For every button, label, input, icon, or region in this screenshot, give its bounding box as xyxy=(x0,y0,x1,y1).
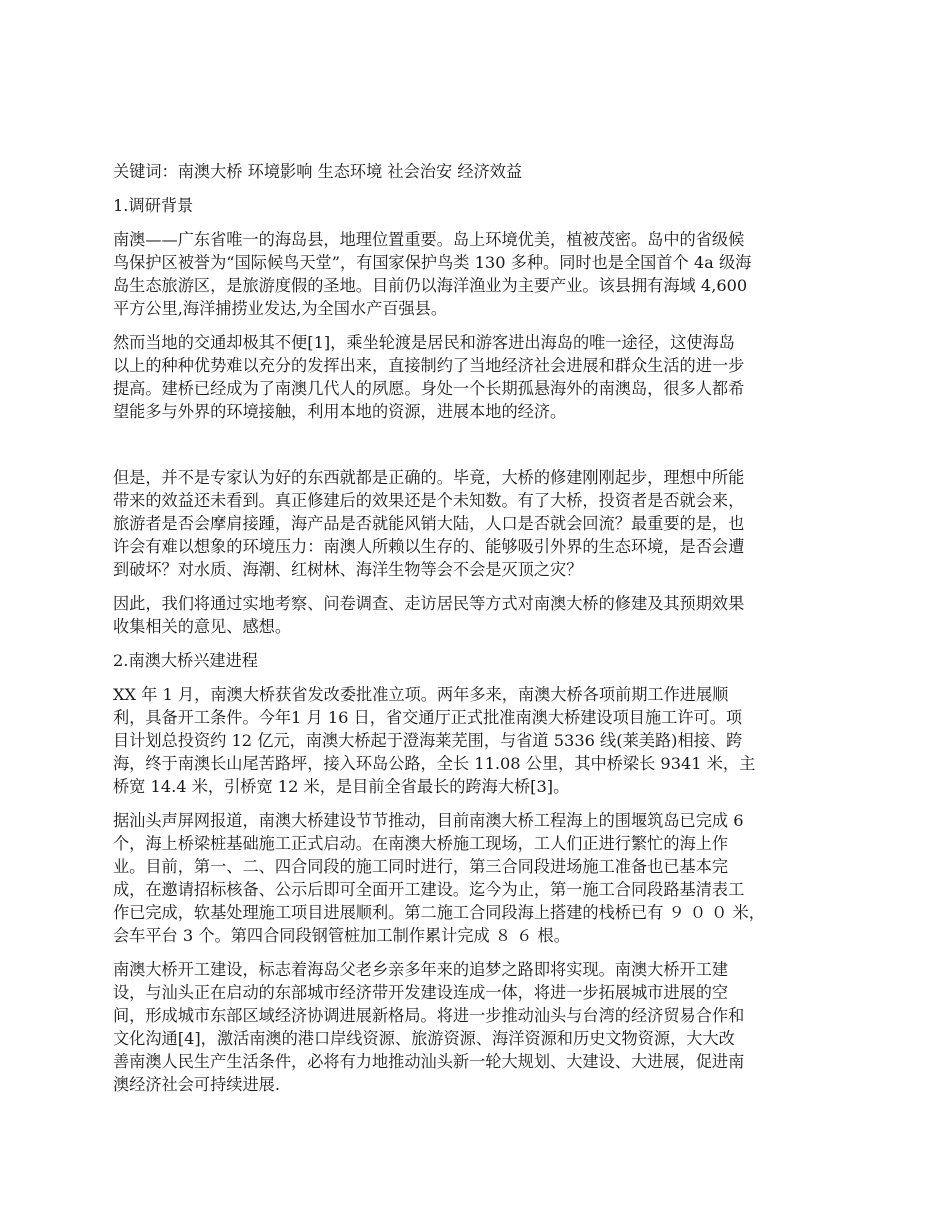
paragraph xyxy=(113,331,843,423)
paragraph-line: 然而当地的交通却极其不便[1]，乘坐轮渡是居民和游客进出海岛的唯一途径，这使海岛 xyxy=(113,333,735,352)
paragraph-line: 利，具备开工条件。今年1 月 16 日，省交通厅正式批准南澳大桥建设项目施工许可。项 xyxy=(113,708,743,727)
paragraph-line: 收集相关的意见、感想。 xyxy=(113,617,292,636)
paragraph-line: 据汕头声屏网报道，南澳大桥建设节节推动，目前南澳大桥工程海上的围堰筑岛已完成 6 xyxy=(113,811,744,830)
paragraph-line: 望能多与外界的环境接触，利用本地的资源，进展本地的经济。 xyxy=(113,402,567,421)
paragraph-line: 目计划总投资约 12 亿元，南澳大桥起于澄海莱芜围，与省道 5336 线(莱美路)相接、跨 xyxy=(113,731,743,750)
paragraph-line: 南澳大桥开工建设，标志着海岛父老乡亲多年来的追梦之路即将实现。南澳大桥开工建 xyxy=(113,960,729,979)
paragraph-line: 业。目前，第一、二、四合同段的施工同时进行，第三合同段进场施工准备也已基本完 xyxy=(113,857,729,876)
paragraph-line: XX 年 1 月，南澳大桥获省发改委批准立项。两年多来，南澳大桥各项前期工作进展顺 xyxy=(113,685,729,704)
paragraph-line: 间，形成城市东部区域经济协调进展新格局。将进一步推动汕头与台湾的经济贸易合作和 xyxy=(113,1006,745,1025)
paragraph-line: 许会有难以想象的环境压力：南澳人所赖以生存的、能够吸引外界的生态环境，是否会遭 xyxy=(113,537,745,556)
paragraph-line: 以上的种种优势难以充分的发挥出来，直接制约了当地经济社会进展和群众生活的进一步 xyxy=(113,356,745,375)
paragraph xyxy=(113,228,843,320)
paragraph xyxy=(113,466,843,581)
paragraph-line: 设，与汕头正在启动的东部城市经济带开发建设连成一体，将进一步拓展城市进展的空 xyxy=(113,983,729,1002)
paragraph-line: 南澳——广东省唯一的海岛县，地理位置重要。岛上环境优美，植被茂密。岛中的省级候 xyxy=(113,230,745,249)
paragraph-line: 平方公里,海洋捕捞业发达,为全国水产百强县。 xyxy=(113,299,448,318)
paragraph xyxy=(113,809,843,947)
keywords-line: 关键词：南澳大桥 环境影响 生态环境 社会治安 经济效益 xyxy=(113,162,523,181)
paragraph-line: 岛生态旅游区，是旅游度假的圣地。目前仍以海洋渔业为主要产业。该县拥有海域 4,600 xyxy=(113,276,748,295)
section-2-heading: 2.南澳大桥兴建进程 xyxy=(113,651,258,670)
paragraph-line: 会车平台 3 个。第四合同段钢管桩加工制作累计完成 ８ ６ 根。 xyxy=(113,926,570,945)
paragraph-line: 作已完成，软基处理施工项目进展顺利。第二施工合同段海上搭建的栈桥已有 ９ ０ ０ 米， xyxy=(113,903,765,922)
paragraph-line: 个，海上桥梁桩基础施工正式启动。在南澳大桥施工现场，工人们正进行繁忙的海上作 xyxy=(113,834,729,853)
document-page xyxy=(113,160,843,1107)
section-1-heading: 1.调研背景 xyxy=(113,196,194,215)
paragraph-line: 带来的效益还未看到。真正修建后的效果还是个未知数。有了大桥，投资者是否就会来， xyxy=(113,491,745,510)
paragraph-line: 成，在邀请招标核备、公示后即可全面开工建设。迄今为止，第一施工合同段路基清表工 xyxy=(113,880,745,899)
paragraph-line: 鸟保护区被誉为“国际候鸟天堂”，有国家保护鸟类 130 多种。同时也是全国首个 4a 级海 xyxy=(113,253,752,272)
paragraph-line: 桥宽 14.4 米，引桥宽 12 米，是目前全省最长的跨海大桥[3]。 xyxy=(113,777,570,796)
paragraph-line: 但是，并不是专家认为好的东西就都是正确的。毕竟，大桥的修建刚刚起步，理想中所能 xyxy=(113,468,745,487)
paragraph xyxy=(113,592,843,638)
paragraph xyxy=(113,958,843,1096)
paragraph-line: 海，终于南澳长山尾苦路坪，接入环岛公路，全长 11.08 公里，其中桥梁长 9341 米，主 xyxy=(113,754,756,773)
paragraph-line: 提高。建桥已经成为了南澳几代人的夙愿。身处一个长期孤悬海外的南澳岛，很多人都希 xyxy=(113,379,745,398)
paragraph-line: 因此，我们将通过实地考察、问卷调查、走访居民等方式对南澳大桥的修建及其预期效果 xyxy=(113,594,745,613)
paragraph-line: 到破坏？对水质、海潮、红树林、海洋生物等会不会是灭顶之灾？ xyxy=(113,560,583,579)
blank-spacer xyxy=(113,434,843,466)
section-2-body xyxy=(113,683,843,1096)
paragraph-line: 澳经济社会可持续进展. xyxy=(113,1075,281,1094)
paragraph-line: 文化沟通[4]，激活南澳的港口岸线资源、旅游资源、海洋资源和历史文物资源，大大改 xyxy=(113,1029,735,1048)
paragraph-line: 旅游者是否会摩肩接踵，海产品是否就能风销大陆，人口是否就会回流？最重要的是，也 xyxy=(113,514,745,533)
section-1-body xyxy=(113,228,843,638)
paragraph xyxy=(113,683,843,798)
paragraph-line: 善南澳人民生产生活条件，必将有力地推动汕头新一轮大规划、大建设、大进展，促进南 xyxy=(113,1052,745,1071)
